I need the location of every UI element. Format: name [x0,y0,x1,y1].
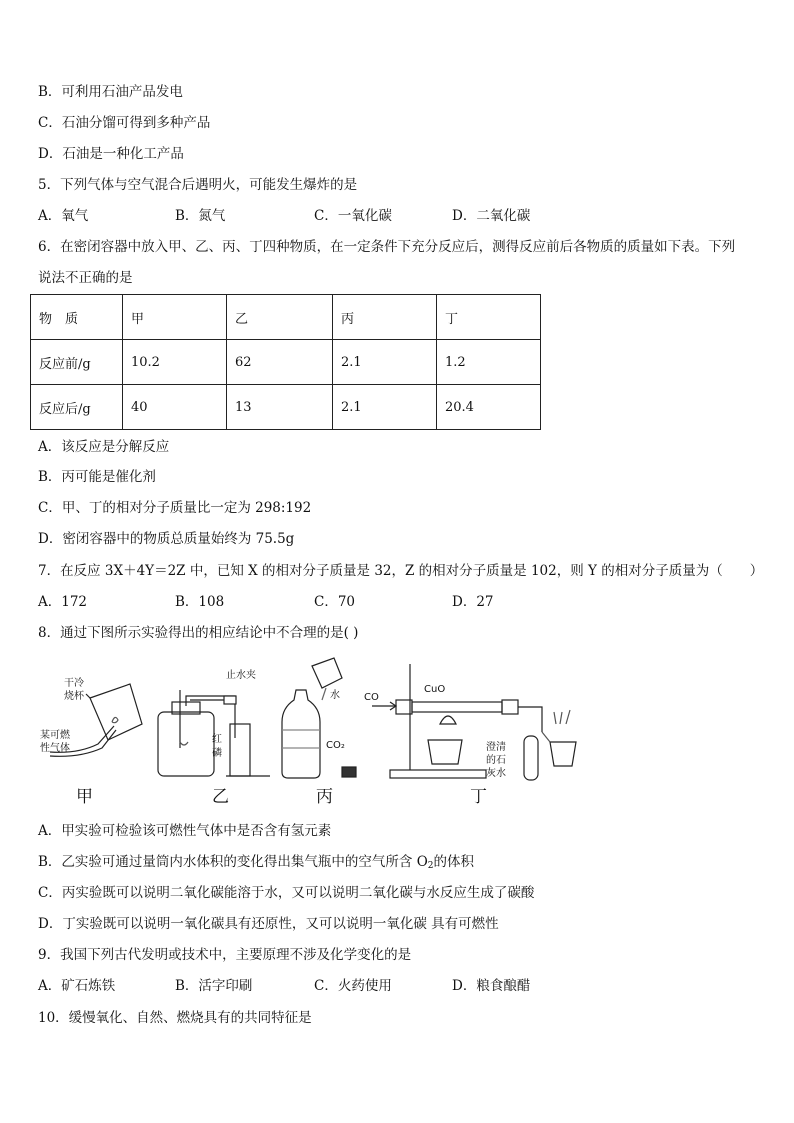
q4-option-d: D．石油是一种化工产品 [38,146,184,162]
q5-option-b: B．氮气 [175,208,226,224]
label-cold-beaker-2: 烧杯 [64,691,84,702]
q5-option-c: C．一氧化碳 [314,208,392,224]
label-phos-2: 磷 [212,748,222,759]
q7-option-a: A．172 [38,594,88,610]
table-header-cell: 甲 [123,295,227,340]
label-lime-2: 的石 [486,755,506,766]
label-cuo: CuO [424,684,446,695]
q8-option-a: A．甲实验可检验该可燃性气体中是否含有氢元素 [38,823,332,839]
q6-option-c: C．甲、丁的相对分子质量比一定为 298:192 [38,500,312,516]
q7-option-b: B．108 [175,594,225,610]
q9-option-a: A．矿石炼铁 [38,978,116,994]
q4-option-b: B．可利用石油产品发电 [38,84,183,100]
q6-option-b: B．丙可能是催化剂 [38,469,156,485]
apparatus-ding [372,664,576,780]
q8-stem: 8．通过下图所示实验得出的相应结论中不合理的是( ) [38,625,359,641]
q5-option-d: D．二氧化碳 [452,208,531,224]
caption-ding: 丁 [470,787,487,807]
label-gas-2: 性气体 [40,743,70,754]
q6-stem-line2: 说法不正确的是 [38,270,133,286]
q8-option-d: D．丁实验既可以说明一氧化碳具有还原性，又可以说明一氧化碳 具有可燃性 [38,916,499,932]
apparatus-yi [158,690,270,776]
table-header-cell: 物 质 [31,295,123,340]
label-lime-3: 灰水 [486,768,506,779]
table-row [31,385,541,430]
table-row [31,340,541,385]
caption-yi: 乙 [212,787,229,807]
table-cell: 10.2 [123,340,227,385]
q9-option-c: C．火药使用 [314,978,392,994]
table-header-cell: 乙 [227,295,333,340]
label-co2: CO₂ [326,740,345,751]
q4-option-c: C．石油分馏可得到多种产品 [38,115,211,131]
label-water: 水 [330,690,340,701]
q7-stem: 7．在反应 3X＋4Y＝2Z 中，已知 X 的相对分子质量是 32，Z 的相对分子质量是 102，则 Y 的相对分子质量为（ ） [38,563,764,579]
q8-option-b [38,853,474,875]
experiment-diagram [30,652,590,812]
q9-option-b: B．活字印刷 [175,978,253,994]
q10-stem: 10．缓慢氧化、自然、燃烧具有的共同特征是 [38,1010,312,1026]
caption-jia: 甲 [76,787,93,807]
q8-option-c: C．丙实验既可以说明二氧化碳能溶于水，又可以说明二氧化碳与水反应生成了碳酸 [38,885,535,901]
label-lime-1: 澄清 [486,742,506,753]
q8-option-b-tail: 的体积 [433,854,475,870]
table-cell: 2.1 [333,385,437,430]
table-header-row [31,295,541,340]
q9-stem: 9．我国下列古代发明或技术中，主要原理不涉及化学变化的是 [38,947,412,963]
q8-option-b-subscript: 2 [427,861,434,871]
table-header-cell: 丙 [333,295,437,340]
table-cell: 反应后/g [31,385,123,430]
table-cell: 62 [227,340,333,385]
label-cold-beaker-1: 干冷 [64,678,84,689]
table-cell: 20.4 [437,385,541,430]
label-phos-1: 红 [212,734,222,745]
table-header-cell: 丁 [437,295,541,340]
apparatus-bing [282,658,356,778]
q6-stem-line1: 6．在密闭容器中放入甲、乙、丙、丁四种物质，在一定条件下充分反应后，测得反应前后各物质的质量如下表。下列 [38,239,736,255]
q6-option-a: A．该反应是分解反应 [38,439,170,455]
label-co: CO [364,692,379,703]
q6-option-d: D．密闭容器中的物质总质量始终为 75.5g [38,531,295,547]
q9-option-d: D．粮食酿醋 [452,978,531,994]
mass-table [30,294,541,430]
q7-option-d: D．27 [452,594,494,610]
q7-option-c: C．70 [314,594,356,610]
label-gas-1: 某可燃 [40,730,70,741]
experiment-figure [30,652,590,812]
table-cell: 2.1 [333,340,437,385]
caption-bing: 丙 [316,787,333,807]
table-cell: 1.2 [437,340,541,385]
table-cell: 13 [227,385,333,430]
q5-option-a: A．氧气 [38,208,89,224]
q8-option-b-text: B．乙实验可通过量筒内水体积的变化得出集气瓶中的空气所含 O [38,854,428,870]
table-cell: 反应前/g [31,340,123,385]
table-cell: 40 [123,385,227,430]
q5-stem: 5．下列气体与空气混合后遇明火，可能发生爆炸的是 [38,177,358,193]
label-clamp: 止水夹 [226,670,256,681]
